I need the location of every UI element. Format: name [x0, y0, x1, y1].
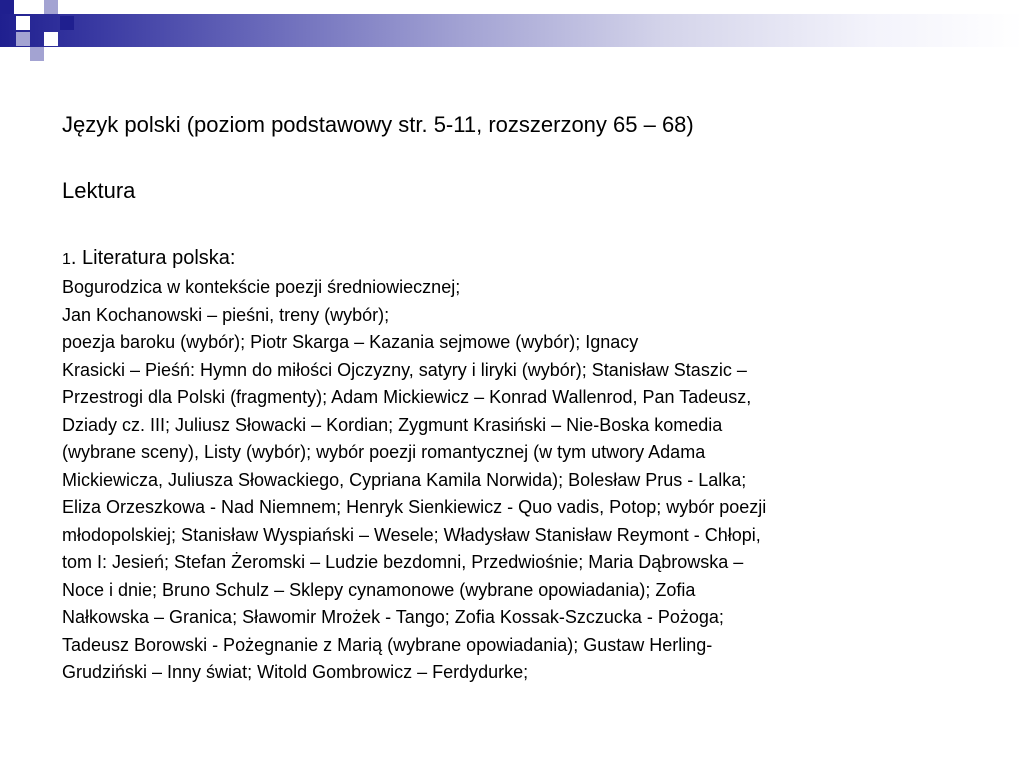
body-line: Dziady cz. III; Juliusz Słowacki – Kordian; Zygmunt Krasiński – Nie-Boska komedia [62, 414, 723, 435]
body-line: Krasicki – Pieśń: Hymn do miłości Ojczyzny, satyry i liryki (wybór); Stanisław Staszic – [62, 359, 747, 380]
slide-title: Język polski (poziom podstawowy str. 5-11, rozszerzony 65 – 68) [62, 112, 694, 137]
section-heading: Lektura [62, 178, 136, 203]
decor-square-lavender [44, 0, 58, 14]
body-line: Przestrogi dla Polski (fragmenty); Adam Mickiewicz – Konrad Wallenrod, Pan Tadeusz, [62, 387, 752, 407]
list-number: 1 [62, 251, 71, 268]
decor-square-lavender [30, 47, 44, 61]
slide-content [62, 108, 962, 687]
body-line: Bogurodzica w kontekście poezji średniowiecznej; [62, 277, 461, 297]
body-line: młodopolskiej; Stanisław Wyspiański – Wesele; Władysław Stanisław Reymont - Chłopi, [62, 524, 761, 545]
body-line: Jan Kochanowski – pieśni, treny (wybór); [62, 304, 390, 325]
decor-square-white [44, 32, 58, 46]
list-heading-text: . Literatura polska: [70, 247, 236, 269]
list-heading [62, 244, 962, 274]
decor-square-dark [0, 0, 14, 14]
header-gradient-bar [0, 14, 1024, 47]
body-line: Mickiewicza, Juliusza Słowackiego, Cypriana Kamila Norwida); Bolesław Prus - Lalka; [62, 469, 747, 490]
body-line: (wybrane sceny), Listy (wybór); wybór poezji romantycznej (w tym utwory Adama [62, 442, 706, 462]
body-line: Tadeusz Borowski - Pożegnanie z Marią (wybrane opowiadania); Gustaw Herling- [62, 634, 713, 655]
decor-square-dark [60, 16, 74, 30]
body-line: poezja baroku (wybór); Piotr Skarga – Kazania sejmowe (wybór); Ignacy [62, 332, 639, 352]
body-line: Eliza Orzeszkowa - Nad Niemnem; Henryk Sienkiewicz - Quo vadis, Potop; wybór poezji [62, 497, 767, 517]
body-line: Nałkowska – Granica; Sławomir Mrożek - Tango; Zofia Kossak-Szczucka - Pożoga; [62, 607, 724, 627]
decor-square-lavender [16, 32, 30, 46]
body-line: Grudziński – Inny świat; Witold Gombrowicz – Ferdydurke; [62, 662, 529, 682]
body-line: tom I: Jesień; Stefan Żeromski – Ludzie bezdomni, Przedwiośnie; Maria Dąbrowska – [62, 552, 744, 572]
reading-list-body [62, 274, 962, 687]
body-line: Noce i dnie; Bruno Schulz – Sklepy cynamonowe (wybrane opowiadania); Zofia [62, 579, 696, 600]
decor-square-white [16, 16, 30, 30]
